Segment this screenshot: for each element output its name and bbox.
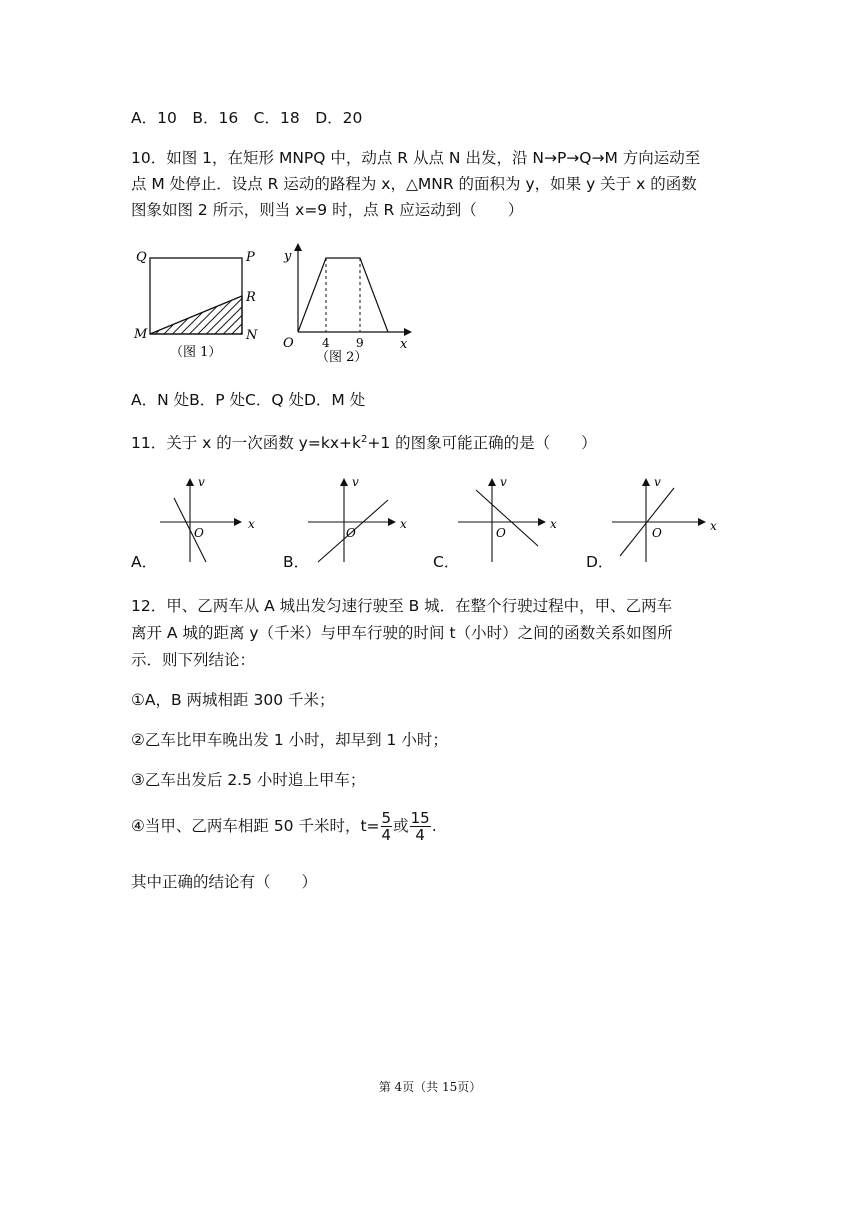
svg-text:v: v	[198, 475, 205, 489]
shaded-triangle-mnr	[150, 296, 242, 334]
svg-text:x: x	[710, 519, 717, 533]
tick-4: 4	[322, 336, 330, 350]
q12-conclusion-2: ②乙车比甲车晚出发 1 小时，却早到 1 小时；	[131, 731, 448, 749]
figure-1-caption: （图 1）	[170, 345, 222, 360]
q12-conclusion-3: ③乙车出发后 2.5 小时追上甲车；	[131, 771, 366, 789]
figure-2-caption: （图 2）	[316, 350, 368, 365]
svg-text:x: x	[400, 517, 407, 531]
q11-option-d: D．	[586, 553, 614, 571]
label-m: M	[134, 327, 148, 342]
q12-line-1: 12．甲、乙两车从 A 城出发匀速行驶至 B 城．在整个行驶过程中，甲、乙两车	[131, 597, 673, 615]
figure-2-graph	[283, 243, 412, 365]
q9-options: A．10 B．16 C．18 D．20	[131, 109, 363, 127]
tick-9: 9	[356, 336, 364, 350]
q11-option-a: A．	[131, 553, 158, 571]
graph-a	[160, 475, 255, 562]
area-function-line	[298, 258, 388, 332]
q12-conclusion-4: ④当甲、乙两车相距 50 千米时，t= $\frac{5}{4}$ 或 $\frac{15}{4}$ .	[131, 809, 437, 844]
q11-stem: 11．关于 x 的一次函数 $y=kx+k^2+1$ 的图象可能正确的是（ ）	[131, 434, 597, 453]
fraction-15-4: $\frac{15}{4}$	[410, 809, 430, 844]
origin-label: O	[283, 336, 294, 351]
q10-line-2: 点 M 处停止．设点 R 运动的路程为 x，△MNR 的面积为 y，如果 y 关于 x 的函数	[131, 175, 697, 193]
svg-text:v: v	[352, 475, 359, 489]
graph-b	[308, 475, 407, 562]
svg-text:O: O	[496, 526, 506, 540]
svg-text:O: O	[194, 526, 204, 540]
svg-text:v: v	[500, 475, 507, 489]
q12-line-3: 示．则下列结论：	[131, 651, 256, 669]
label-r: R	[246, 290, 256, 305]
q10-options: A．N 处B．P 处C．Q 处D．M 处	[131, 391, 366, 409]
q10-line-1: 10．如图 1，在矩形 MNPQ 中，动点 R 从点 N 出发，沿 N→P→Q→M 方向运动至	[131, 149, 701, 167]
q10-line-3: 图象如图 2 所示，则当 x=9 时，点 R 应运动到（ ）	[131, 201, 524, 219]
label-q: Q	[136, 250, 147, 265]
svg-text:O: O	[652, 526, 662, 540]
figure-1-rectangle	[133, 250, 258, 360]
axis-x-label: x	[400, 337, 408, 352]
page-footer: 第 4页（共 15页）	[378, 1080, 482, 1094]
q12-prompt: 其中正确的结论有（ ）	[131, 873, 318, 891]
fraction-5-4: $\frac{5}{4}$	[381, 809, 392, 844]
svg-text:O: O	[346, 526, 356, 540]
q11-option-b: B．	[283, 553, 310, 571]
svg-text:x: x	[248, 517, 255, 531]
label-p: P	[246, 250, 255, 265]
svg-text:x: x	[550, 517, 557, 531]
q12-line-2: 离开 A 城的距离 y（千米）与甲车行驶的时间 t（小时）之间的函数关系如图所	[131, 624, 673, 642]
graph-c	[458, 475, 557, 562]
label-n: N	[246, 328, 258, 343]
axis-y-label: y	[284, 249, 292, 264]
q11-option-c: C．	[433, 553, 460, 571]
q12-conclusion-1: ①A，B 两城相距 300 千米；	[131, 691, 335, 709]
graph-d	[612, 475, 717, 562]
q10-figures	[130, 240, 430, 370]
svg-text:v: v	[654, 475, 661, 489]
